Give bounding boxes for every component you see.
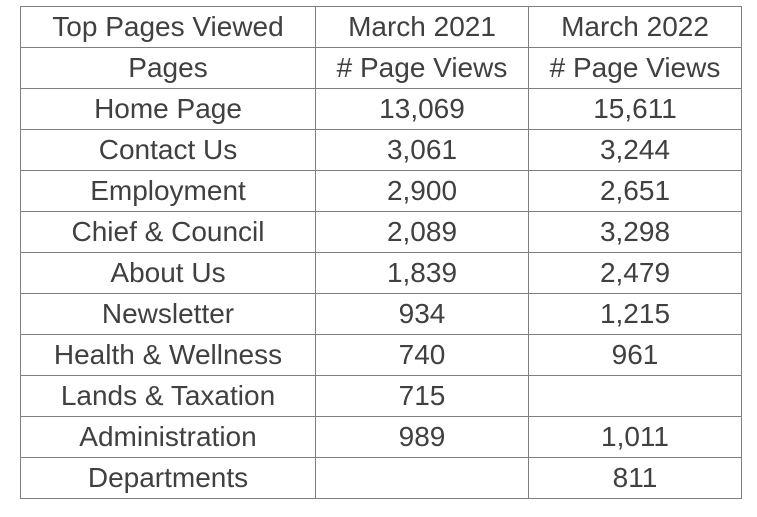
header-cell-views-2021: # Page Views [316, 48, 529, 89]
views-2022-cell: 811 [529, 458, 742, 499]
views-2022-cell: 3,298 [529, 212, 742, 253]
title-row [21, 7, 742, 48]
table-row [21, 335, 742, 376]
page-views-table-container [20, 6, 742, 499]
views-2021-cell: 740 [316, 335, 529, 376]
page-cell: Employment [21, 171, 316, 212]
table-row [21, 171, 742, 212]
table-row [21, 417, 742, 458]
top-pages-table [20, 6, 742, 499]
title-cell-pages: Top Pages Viewed [21, 7, 316, 48]
views-2021-cell: 2,900 [316, 171, 529, 212]
page-cell: Departments [21, 458, 316, 499]
views-2022-cell: 15,611 [529, 89, 742, 130]
views-2021-cell: 1,839 [316, 253, 529, 294]
header-cell-views-2022: # Page Views [529, 48, 742, 89]
page-cell: About Us [21, 253, 316, 294]
page-cell: Home Page [21, 89, 316, 130]
views-2022-cell: 1,215 [529, 294, 742, 335]
views-2021-cell: 989 [316, 417, 529, 458]
views-2022-cell: 961 [529, 335, 742, 376]
table-row [21, 376, 742, 417]
table-row [21, 294, 742, 335]
views-2021-cell: 13,069 [316, 89, 529, 130]
page-cell: Chief & Council [21, 212, 316, 253]
page-cell: Health & Wellness [21, 335, 316, 376]
page-cell: Lands & Taxation [21, 376, 316, 417]
header-cell-pages: Pages [21, 48, 316, 89]
views-2021-cell: 715 [316, 376, 529, 417]
title-cell-march-2022: March 2022 [529, 7, 742, 48]
table-row [21, 253, 742, 294]
page-cell: Newsletter [21, 294, 316, 335]
views-2021-cell: 934 [316, 294, 529, 335]
table-row [21, 458, 742, 499]
table-row [21, 130, 742, 171]
views-2021-cell: 3,061 [316, 130, 529, 171]
views-2022-cell: 2,651 [529, 171, 742, 212]
page-cell: Administration [21, 417, 316, 458]
views-2021-cell: 2,089 [316, 212, 529, 253]
page-cell: Contact Us [21, 130, 316, 171]
views-2021-cell [316, 458, 529, 499]
views-2022-cell: 2,479 [529, 253, 742, 294]
views-2022-cell: 3,244 [529, 130, 742, 171]
table-row [21, 212, 742, 253]
header-row [21, 48, 742, 89]
title-cell-march-2021: March 2021 [316, 7, 529, 48]
views-2022-cell [529, 376, 742, 417]
views-2022-cell: 1,011 [529, 417, 742, 458]
table-row [21, 89, 742, 130]
